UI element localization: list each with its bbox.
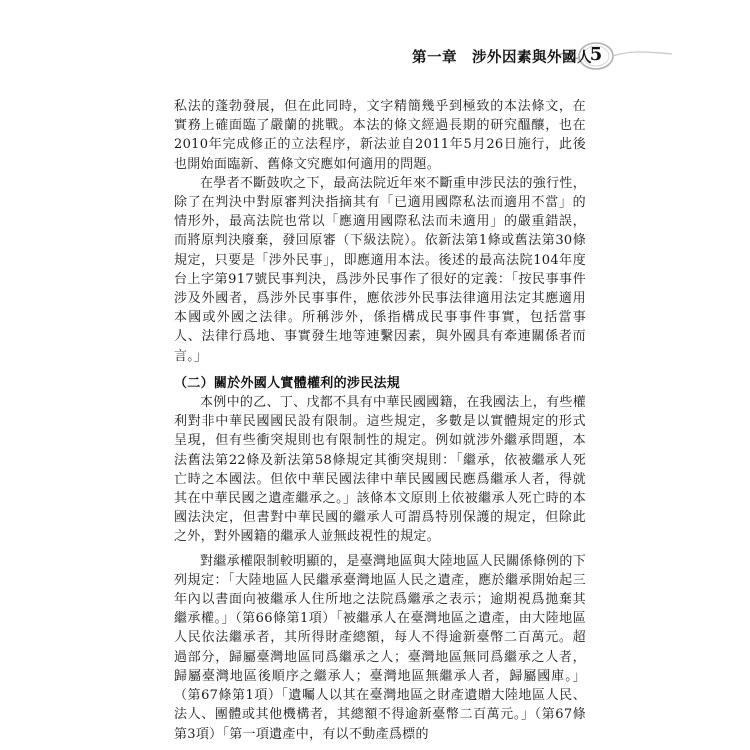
running-header bbox=[300, 40, 700, 72]
paragraph-4: 對繼承權限制較明顯的，是臺灣地區與大陸地區人民關係條例的下列規定：「大陸地區人民繼承臺灣地區人民之遺產，應於繼承開始起三年內以書面向被繼承人住所地之法院爲繼承之表示；逾期視爲拋棄其繼承權。」（第66條第1項）「被繼承人在臺灣地區之遺產，由大陸地區人民依法繼承者，其所得財產總額，每人不得逾新臺幣二百萬元。超過部分，歸屬臺灣地區同爲繼承之人；臺灣地區無同爲繼承之人者，歸屬臺灣地區後順序之繼承人；臺灣地區無繼承人者，歸屬國庫。」（第67條第1項）「遺囑人以其在臺灣地區之財產遺贈大陸地區人民、法人、團體或其他機構者，其總額不得逾新臺幣二百萬元。」（第67條第3項）「第一項遺產中，有以不動產爲標的 bbox=[174, 553, 586, 742]
paragraph-2: 在學者不斷鼓吹之下，最高法院近年來不斷重申涉民法的強行性，除了在判決中對原審判決指摘其有「已適用國際私法而適用不當」的情形外，最高法院也常以「應適用國際私法而未適用」的嚴重錯誤，而將原判決廢棄，發回原審（下級法院）。依新法第1條或舊法第30條規定，只要是「涉外民事」，即應適用本法。後述的最高法院104年度台上字第917號民事判決，爲涉外民事作了很好的定義：「按民事事件涉及外國者，爲涉外民事事件，應依涉外民事法律適用法定其應適用本國或外國之法律。所稱涉外，係指構成民事事件事實，包括當事人、法律行爲地、事實發生地等連繫因素，與外國具有牽連關係者而言。」 bbox=[174, 175, 586, 364]
section-heading: （二）關於外國人實體權利的涉民法規 bbox=[174, 375, 401, 391]
paragraph-1: 私法的蓬勃發展，但在此同時，文字精簡幾乎到極致的本法條文，在實務上確面臨了嚴蘭的挑戰。本法的條文經過長期的研究醞釀，也在2010年完成修正的立法程序，新法並自2011年5月26日施行，此後也開始面臨新、舊條文究應如何適用的問題。 bbox=[174, 99, 586, 172]
paragraph-3: 本例中的乙、丁、戊都不具有中華民國國籍，在我國法上，有些權利對非中華民國國民設有限制。這些規定，多數是以實體規定的形式呈現，但有些衝突規則也有限制性的規定。例如就涉外繼承問題，本法舊法第22條及新法第58條規定其衝突規則：「繼承，依被繼承人死亡時之本國法。但依中華民國法律中華民國國民應爲繼承人者，得就其在中華民國之遺產繼承之。」該條本文原則上依被繼承人死亡時的本國法決定，但書對中華民國的繼承人可謂爲特別保護的規定，但除此之外，對外國籍的繼承人並無歧視性的規定。 bbox=[174, 395, 586, 545]
body-text bbox=[174, 97, 586, 744]
chapter-title: 第一章 涉外因素與外國人 bbox=[412, 49, 592, 66]
page-number: 5 bbox=[589, 44, 603, 65]
